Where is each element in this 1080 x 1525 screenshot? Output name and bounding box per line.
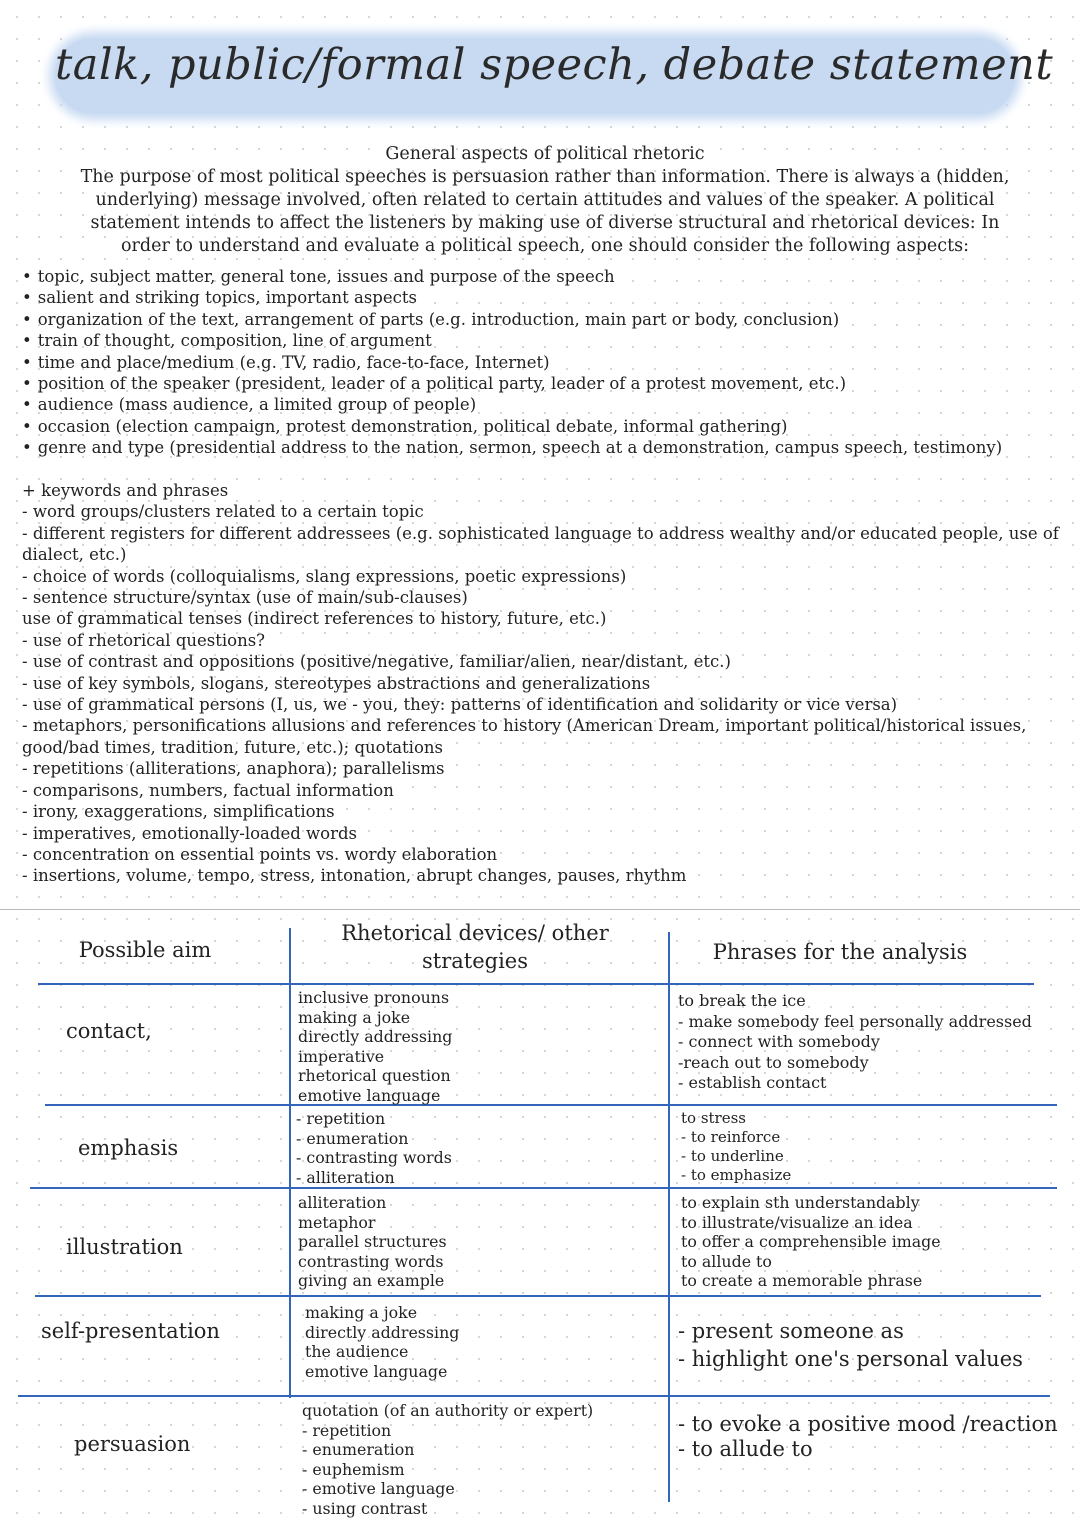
list-item: metaphor (298, 1212, 376, 1232)
header-possible-aim: Possible aim (78, 938, 212, 962)
intro-line: The purpose of most political speeches is persuasion rather than information. There is always a (hidden, (80, 167, 1010, 187)
phrases-self-presentation (678, 1318, 1023, 1373)
devices-persuasion (302, 1401, 593, 1519)
list-item: contrasting words (298, 1251, 444, 1271)
list-item: - irony, exaggerations, simplifications (22, 802, 335, 822)
aim-persuasion: persuasion (74, 1432, 191, 1456)
list-item: -reach out to somebody (678, 1052, 869, 1072)
aim-illustration: illustration (66, 1235, 183, 1259)
list-item: - using contrast (302, 1498, 428, 1518)
list-item: - repetition (296, 1109, 386, 1128)
aim-contact: contact, (66, 1019, 152, 1043)
list-item: to create a memorable phrase (681, 1271, 923, 1291)
intro-line: underlying) message involved, often related to certain attitudes and values of the speaker. A political (95, 190, 995, 210)
list-item: to offer a comprehensible image (681, 1232, 941, 1252)
list-item: - use of key symbols, slogans, stereotypes abstractions and generalizations (22, 673, 651, 693)
list-item: inclusive pronouns (298, 988, 450, 1007)
list-item: rhetorical question (298, 1066, 451, 1086)
list-item: - concentration on essential points vs. wordy elaboration (22, 844, 498, 864)
aim-self-presentation: self-presentation (41, 1319, 220, 1343)
list-item: emotive language (298, 1085, 441, 1105)
list-item: - use of rhetorical questions? (22, 630, 266, 650)
list-item: - metaphors, personifications allusions and references to history (American Dream, important political/historical issues, good/bad times, tradition, future, etc.); quotations (22, 716, 1027, 757)
list-item: - imperatives, emotionally-loaded words (22, 823, 358, 843)
list-item: - to allude to (678, 1437, 813, 1461)
list-item: - establish contact (678, 1073, 827, 1092)
intro-section (20, 143, 1070, 258)
phrases-persuasion (678, 1412, 1058, 1462)
phrases-emphasis (681, 1109, 791, 1185)
table-divider-vertical (289, 928, 291, 1398)
table-divider-horizontal (18, 1395, 1050, 1397)
intro-heading: General aspects of political rhetoric (385, 144, 705, 164)
aim-emphasis: emphasis (78, 1136, 179, 1160)
list-item: • time and place/medium (e.g. TV, radio, face-to-face, Internet) (22, 352, 1072, 373)
list-item: - to reinforce (681, 1128, 781, 1146)
list-item: - enumeration (296, 1128, 409, 1148)
table-divider-vertical (668, 932, 670, 1502)
intro-line: statement intends to affect the listeners by making use of diverse structural and rhetorical devices: In (90, 213, 1000, 233)
list-item: - alliteration (296, 1167, 395, 1187)
list-item: • salient and striking topics, important aspects (22, 287, 1072, 308)
list-item: • occasion (election campaign, protest demonstration, political debate, informal gathering) (22, 416, 1072, 437)
list-item: - euphemism (302, 1459, 405, 1479)
page-title: talk, public/formal speech, debate statement (55, 40, 1054, 90)
list-item: - repetitions (alliterations, anaphora); parallelisms (22, 759, 445, 779)
intro-line: order to understand and evaluate a political speech, one should consider the following aspects: (121, 236, 969, 256)
list-item: alliteration (298, 1193, 387, 1212)
list-item: use of grammatical tenses (indirect references to history, future, etc.) (22, 609, 607, 629)
list-item: - enumeration (302, 1440, 415, 1460)
list-item: - repetition (302, 1420, 392, 1440)
list-item: to explain sth understandably (681, 1193, 920, 1212)
list-item: - to underline (681, 1147, 784, 1165)
list-item: - to emphasize (681, 1166, 792, 1184)
list-item: • position of the speaker (president, leader of a political party, leader of a protest movement, etc.) (22, 373, 1072, 394)
list-item: - highlight one's personal values (678, 1346, 1023, 1371)
list-item: to illustrate/visualize an idea (681, 1212, 913, 1232)
list-item: the audience (305, 1342, 409, 1362)
list-item: making a joke (298, 1007, 411, 1027)
table-divider-horizontal (38, 983, 1034, 985)
list-item: + keywords and phrases (22, 481, 229, 500)
list-item: • audience (mass audience, a limited group of people) (22, 394, 1072, 415)
list-item: - different registers for different addressees (e.g. sophisticated language to address wealthy and/or educated people, use of dialect, etc.) (22, 523, 1059, 565)
list-item: - comparisons, numbers, factual information (22, 780, 394, 800)
list-item: to break the ice (678, 991, 806, 1010)
list-item: parallel structures (298, 1232, 447, 1252)
list-item: - present someone as (678, 1319, 904, 1343)
devices-contact (298, 988, 452, 1106)
table-divider-horizontal (30, 1187, 1057, 1189)
list-item: - to evoke a positive mood /reaction (678, 1412, 1058, 1436)
language-features-list (22, 480, 1062, 887)
list-item: imperative (298, 1046, 385, 1066)
aspects-list (22, 266, 1072, 459)
list-item: - sentence structure/syntax (use of main/sub-clauses) (22, 588, 468, 608)
list-item: giving an example (298, 1271, 445, 1291)
header-phrases: Phrases for the analysis (712, 940, 968, 964)
list-item: quotation (of an authority or expert) (302, 1401, 594, 1420)
list-item: to stress (681, 1109, 746, 1127)
list-item: - connect with somebody (678, 1032, 880, 1051)
list-item: directly addressing (305, 1322, 460, 1342)
list-item: making a joke (305, 1303, 418, 1322)
list-item: - choice of words (colloquialisms, slang expressions, poetic expressions) (22, 566, 627, 586)
list-item: to allude to (681, 1251, 772, 1271)
devices-self-presentation (305, 1303, 459, 1381)
header-rhetorical-devices: Rhetorical devices/ other strategies (341, 921, 609, 973)
list-item: - make somebody feel personally addressed (678, 1011, 1032, 1031)
title-banner (55, 28, 1054, 120)
devices-emphasis (296, 1109, 452, 1187)
list-item: - contrasting words (296, 1148, 452, 1168)
list-item: - insertions, volume, tempo, stress, intonation, abrupt changes, pauses, rhythm (22, 866, 687, 886)
list-item: emotive language (305, 1361, 448, 1381)
list-item: • genre and type (presidential address to the nation, sermon, speech at a demonstration, campus speech, testimony) (22, 437, 1072, 458)
list-item: - use of contrast and oppositions (positive/negative, familiar/alien, near/distant, etc.) (22, 652, 731, 672)
list-item: - word groups/clusters related to a certain topic (22, 502, 424, 522)
list-item: - use of grammatical persons (I, us, we - you, they: patterns of identification and solidarity or vice versa) (22, 695, 898, 715)
list-item: • organization of the text, arrangement of parts (e.g. introduction, main part or body, conclusion) (22, 309, 1072, 330)
list-item: • topic, subject matter, general tone, issues and purpose of the speech (22, 266, 1072, 287)
list-item: directly addressing (298, 1027, 453, 1047)
phrases-illustration (681, 1193, 941, 1291)
table-divider-horizontal (35, 1295, 1041, 1297)
phrases-contact (678, 991, 1032, 1094)
list-item: • train of thought, composition, line of argument (22, 330, 1072, 351)
devices-illustration (298, 1193, 447, 1291)
section-divider (0, 909, 1080, 910)
table-divider-horizontal (45, 1104, 1057, 1106)
list-item: - emotive language (302, 1479, 455, 1499)
